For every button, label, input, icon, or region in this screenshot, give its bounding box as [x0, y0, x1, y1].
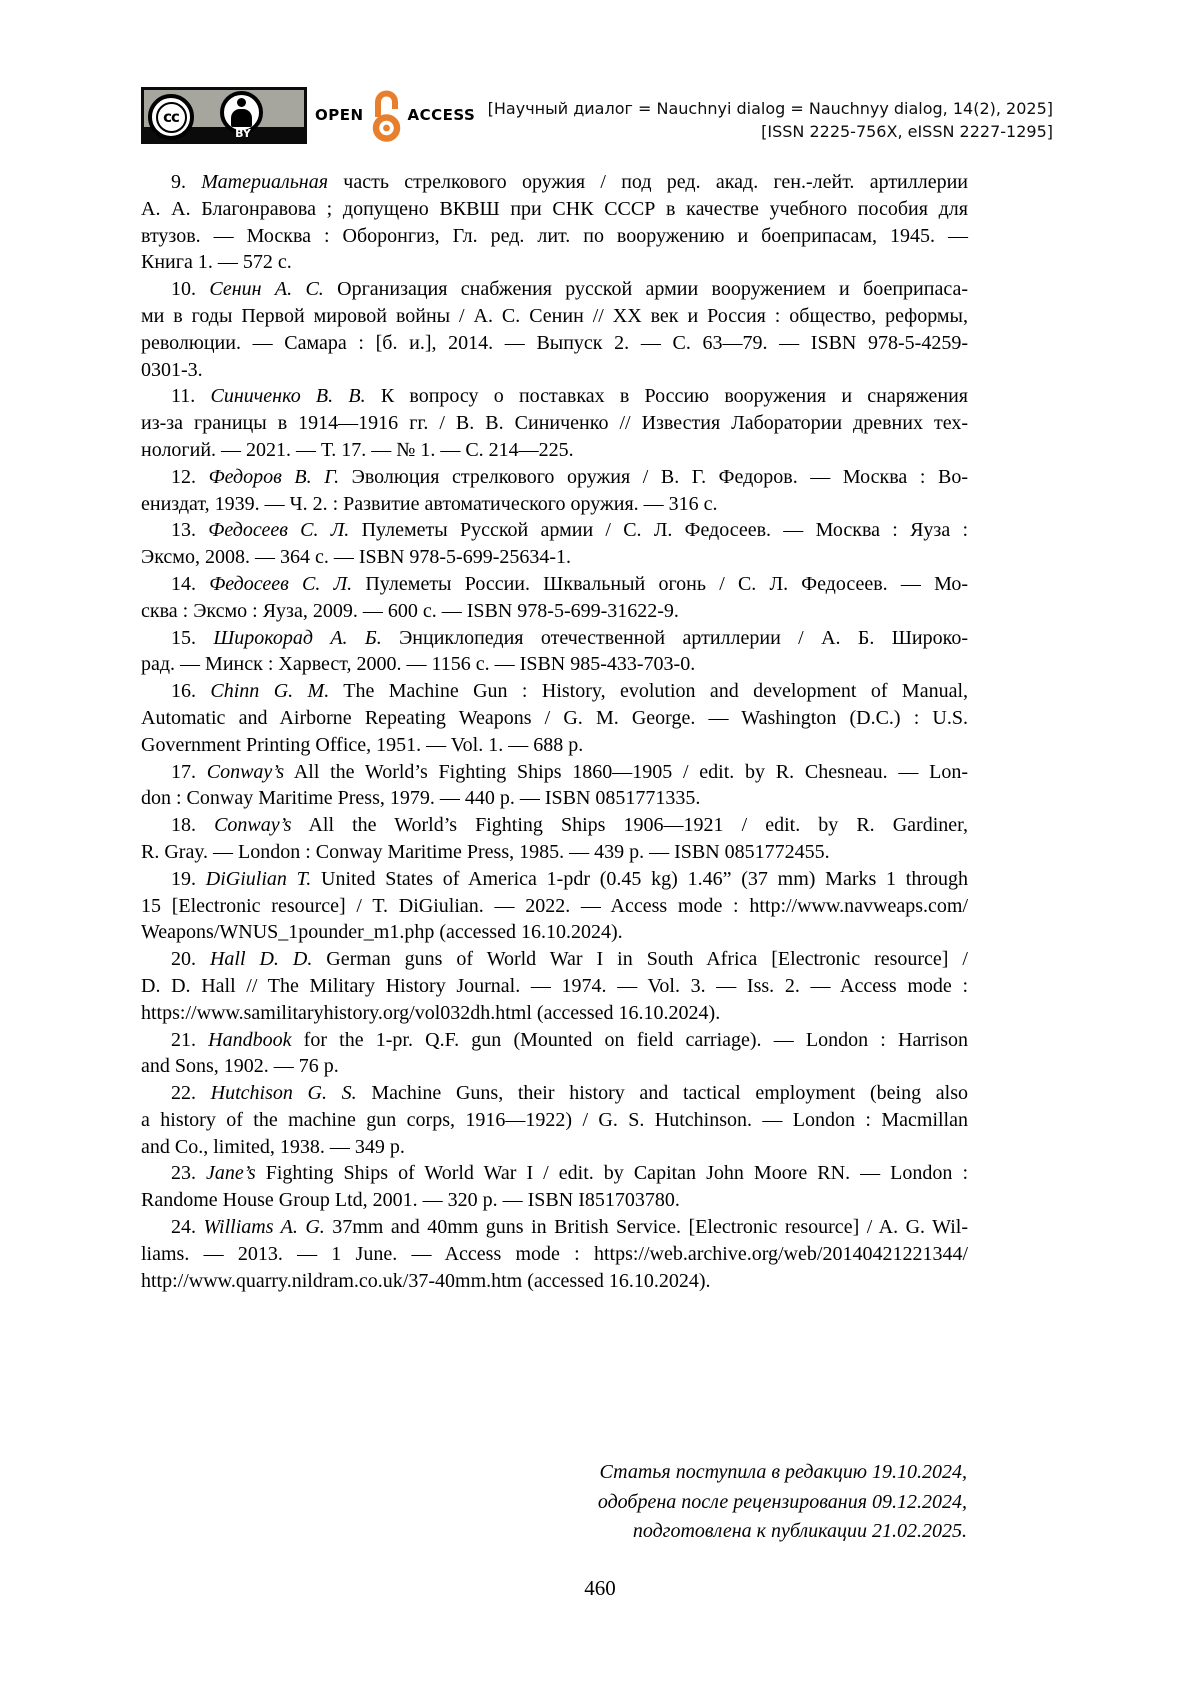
reference-line: a history of the machine gun corps, 1916—1922) / G. S. Hutchinson. — London : Macmillan — [141, 1108, 968, 1131]
reference-text: 37mm and 40mm guns in British Service. [Electronic resource] / A. G. Wil- — [324, 1216, 968, 1239]
reference-first-line — [141, 1214, 968, 1241]
reference-line: Automatic and Airborne Repeating Weapons / G. M. George. — Washington (D.C.) : U.S. — [141, 706, 968, 729]
reference-number: 22. — [171, 1082, 211, 1105]
reference-item — [141, 625, 968, 679]
reference-number: 21. — [171, 1028, 209, 1051]
journal-issn-line: [ISSN 2225-756X, eISSN 2227-1295] — [761, 122, 1053, 141]
reference-text: Пулеметы России. Шквальный огонь / С. Л. Федосеев. — Мо- — [352, 572, 969, 595]
reference-first-line — [141, 464, 968, 491]
reference-line: D. D. Hall // The Military History Journal. — 1974. — Vol. 3. — Iss. 2. — Access mode : — [141, 974, 968, 997]
reference-line: Эксмо, 2008. — 364 с. — ISBN 978-5-699-25634-1. — [141, 546, 572, 569]
reference-line: and Sons, 1902. — 76 p. — [141, 1055, 339, 1078]
reference-italic-lead: Handbook — [208, 1028, 292, 1051]
reference-number: 11. — [171, 385, 211, 408]
reference-first-line — [141, 678, 968, 705]
reference-line: сква : Эксмо : Яуза, 2009. — 600 с. — ISBN 978-5-699-31622-9. — [141, 599, 679, 622]
article-dates — [598, 1458, 967, 1547]
reference-line: liams. — 2013. — 1 June. — Access mode : https://web.archive.org/web/20140421221344/ — [141, 1242, 968, 1265]
reference-first-line — [141, 946, 968, 973]
reference-text: Организация снабжения русской армии вооружением и боеприпаса- — [323, 278, 969, 301]
reference-item — [141, 1214, 968, 1294]
article-date-line: подготовлена к публикации 21.02.2025. — [632, 1520, 967, 1542]
reference-line: из-за границы в 1914—1916 гг. / В. В. Синиченко // Известия Лаборатории древних тех- — [141, 412, 968, 435]
reference-line: R. Gray. — London : Conway Maritime Press, 1985. — 439 p. — ISBN 0851772455. — [141, 840, 830, 863]
reference-first-line — [141, 276, 968, 303]
reference-text: All the World’s Fighting Ships 1860—1905 / edit. by R. Chesneau. — Lon- — [284, 760, 968, 783]
reference-italic-lead: Федоров В. Г. — [208, 465, 340, 488]
reference-item — [141, 946, 968, 1026]
reference-text: К вопросу о поставках в Россию вооружения и снаряжения — [365, 385, 968, 408]
reference-item — [141, 169, 968, 276]
reference-number: 20. — [171, 948, 210, 971]
reference-italic-lead: Williams A. G. — [203, 1216, 325, 1239]
reference-line: А. А. Благонравова ; допущено ВКВШ при СНК СССР в качестве учебного пособия для — [141, 197, 968, 220]
reference-first-line — [141, 571, 968, 598]
reference-first-line — [141, 1160, 968, 1187]
reference-text: for the 1-pr. Q.F. gun (Mounted on field carriage). — London : Harrison — [291, 1028, 968, 1051]
reference-italic-lead: Conway’s — [206, 760, 285, 783]
open-access-open-label: OPEN — [315, 106, 364, 124]
reference-text: Machine Guns, their history and tactical employment (being also — [356, 1082, 968, 1105]
reference-line: втузов. — Москва : Оборонгиз, Гл. ред. лит. по вооружению и боеприпасам, 1945. — — [141, 224, 968, 247]
reference-item — [141, 812, 968, 866]
reference-first-line — [141, 169, 968, 196]
cc-icon-label: cc — [156, 102, 187, 133]
reference-number: 18. — [171, 814, 215, 837]
open-access-logo — [315, 86, 475, 144]
reference-line: ми в годы Первой мировой войны / А. С. Сенин // XX век и Россия : общество, реформы, — [141, 304, 968, 327]
reference-item — [141, 1160, 968, 1214]
reference-italic-lead: Федосеев С. Л. — [208, 519, 350, 542]
article-date-line: Статья поступила в редакцию 19.10.2024, — [599, 1461, 967, 1483]
reference-line: нологий. — 2021. — Т. 17. — № 1. — С. 214—225. — [141, 438, 574, 461]
reference-first-line — [141, 517, 968, 544]
reference-text: German guns of World War I in South Africa [Electronic resource] / — [312, 948, 968, 971]
reference-number: 13. — [171, 519, 209, 542]
reference-item — [141, 1080, 968, 1160]
reference-number: 15. — [171, 626, 214, 649]
reference-line: don : Conway Maritime Press, 1979. — 440 p. — ISBN 0851771335. — [141, 787, 701, 810]
reference-item — [141, 1027, 968, 1081]
reference-text: The Machine Gun : History, evolution and development of Manual, — [329, 680, 969, 703]
reference-number: 14. — [171, 572, 210, 595]
reference-italic-lead: Сенин А. С. — [209, 278, 324, 301]
journal-title-line: [Научный диалог = Nauchnyi dialog = Nauchnyy dialog, 14(2), 2025] — [487, 99, 1053, 118]
reference-line: http://www.quarry.nildram.co.uk/37-40mm.htm (accessed 16.10.2024). — [141, 1269, 711, 1292]
reference-first-line — [141, 1080, 968, 1107]
reference-line: Randome House Group Ltd, 2001. — 320 p. — ISBN I851703780. — [141, 1189, 680, 1212]
reference-number: 23. — [171, 1162, 207, 1185]
reference-number: 17. — [171, 760, 207, 783]
page-number: 460 — [584, 1576, 616, 1600]
article-date-line: одобрена после рецензирования 09.12.2024, — [597, 1490, 967, 1513]
reference-item — [141, 464, 968, 518]
reference-text: United States of America 1-pdr (0.45 kg) 1.46” (37 mm) Marks 1 through — [311, 867, 968, 890]
reference-italic-lead: DiGiulian T. — [205, 867, 312, 890]
reference-number: 16. — [171, 680, 211, 703]
reference-line: рад. — Минск : Харвест, 2000. — 1156 с. — ISBN 985-433-703-0. — [141, 653, 696, 676]
reference-first-line — [141, 866, 968, 893]
reference-line: and Co., limited, 1938. — 349 p. — [141, 1135, 405, 1158]
reference-number: 12. — [171, 465, 209, 488]
references-list — [141, 169, 968, 1294]
reference-line: 15 [Electronic resource] / T. DiGiulian. — 2022. — Access mode : http://www.navweaps.com/ — [141, 894, 968, 917]
reference-first-line — [141, 383, 968, 410]
reference-line: 0301-3. — [141, 358, 203, 381]
reference-line: Книга 1. — 572 с. — [141, 251, 292, 274]
reference-italic-lead: Федосеев С. Л. — [209, 572, 353, 595]
reference-text: Fighting Ships of World War I / edit. by Capitan John Moore RN. — London : — [255, 1162, 968, 1185]
cc-icon — [148, 94, 194, 140]
reference-number: 24. — [171, 1216, 204, 1239]
reference-line: революции. — Самара : [б. и.], 2014. — Выпуск 2. — С. 63—79. — ISBN 978-5-4259- — [141, 331, 968, 354]
reference-item — [141, 383, 968, 463]
reference-italic-lead: Hall D. D. — [209, 948, 313, 971]
open-padlock-icon — [371, 87, 401, 143]
reference-item — [141, 571, 968, 625]
reference-text: часть стрелкового оружия / под ред. акад. ген.-лейт. артиллерии — [328, 171, 969, 193]
reference-text: Энциклопедия отечественной артиллерии / А. Б. Широко- — [381, 626, 968, 649]
reference-line: Government Printing Office, 1951. — Vol. 1. — 688 p. — [141, 733, 584, 756]
reference-italic-lead: Hutchison G. S. — [210, 1082, 357, 1105]
reference-line: Weapons/WNUS_1pounder_m1.php (accessed 16.10.2024). — [141, 921, 623, 944]
reference-first-line — [141, 759, 968, 786]
reference-number: 9. — [171, 171, 202, 193]
reference-number: 10. — [171, 278, 210, 301]
reference-italic-lead: Материальная — [201, 171, 329, 193]
reference-italic-lead: Chinn G. M. — [210, 680, 330, 703]
reference-first-line — [141, 812, 968, 839]
open-access-access-label: ACCESS — [407, 106, 476, 124]
reference-line: ениздат, 1939. — Ч. 2. : Развитие автоматического оружия. — 316 с. — [141, 492, 718, 515]
journal-header — [488, 97, 1053, 143]
reference-first-line — [141, 1027, 968, 1054]
reference-text: Эволюция стрелкового оружия / В. Г. Федоров. — Москва : Во- — [339, 465, 969, 488]
cc-by-label: BY — [235, 127, 251, 140]
reference-item — [141, 866, 968, 946]
reference-italic-lead: Jane’s — [206, 1162, 256, 1185]
reference-first-line — [141, 625, 968, 652]
reference-text: All the World’s Fighting Ships 1906—1921 / edit. by R. Gardiner, — [291, 814, 969, 837]
cc-by-license-badge — [141, 87, 307, 144]
reference-italic-lead: Conway’s — [214, 814, 292, 837]
reference-italic-lead: Синиченко В. В. — [210, 385, 366, 408]
reference-item — [141, 759, 968, 813]
reference-line: https://www.samilitaryhistory.org/vol032dh.html (accessed 16.10.2024). — [141, 1001, 721, 1024]
reference-number: 19. — [171, 867, 206, 890]
reference-item — [141, 517, 968, 571]
reference-text: Пулеметы Русской армии / С. Л. Федосеев. — Москва : Яуза : — [349, 519, 969, 542]
reference-item — [141, 276, 968, 383]
reference-item — [141, 678, 968, 758]
reference-italic-lead: Широкорад А. Б. — [213, 626, 382, 649]
